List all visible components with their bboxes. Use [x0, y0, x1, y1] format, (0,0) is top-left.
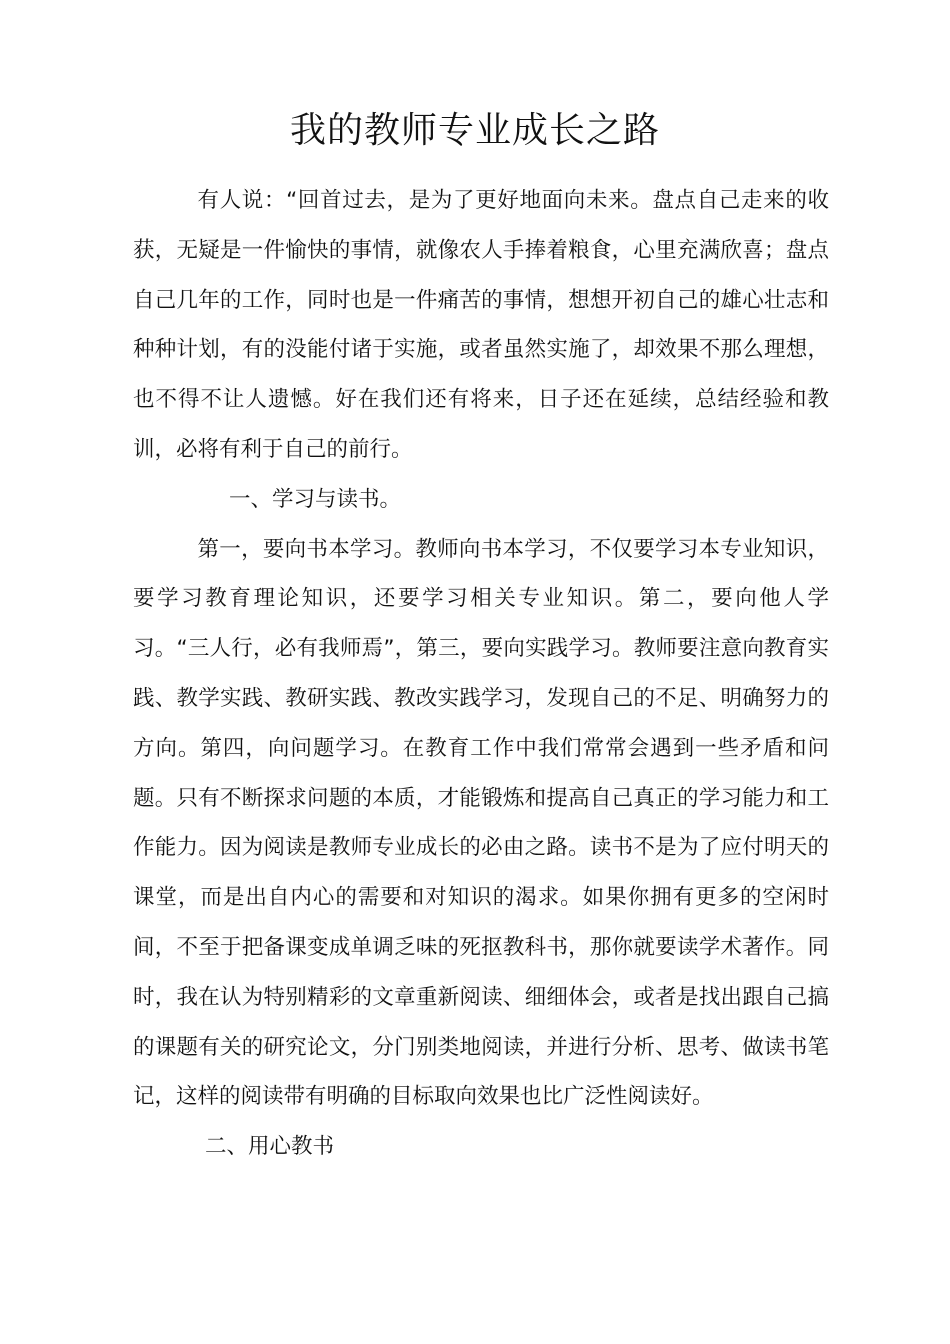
intro-paragraph: 有人说：“回首过去，是为了更好地面向未来。盘点自己走来的收获，无疑是一件愉快的事情，就像农人手捧着粮食，心里充满欣喜；盘点自己几年的工作，同时也是一件痛苦的事情，想想开初自己的雄心壮志和种种计划，有的没能付诸于实施，或者虽然实施了，却效果不那么理想，也不得不让人遗憾。好在我们还有将来，日子还在延续，总结经验和教训，必将有利于自己的前行。 [133, 188, 829, 462]
document-title: 我的教师专业成长之路 [289, 110, 660, 151]
section-2-heading: 二、用心教书 [205, 1134, 335, 1160]
section-1-heading: 一、学习与读书。 [229, 486, 402, 512]
document-body [133, 176, 829, 1172]
section-1-paragraph: 第一，要向书本学习。教师向书本学习，不仅要学习本专业知识，要学习教育理论知识，还要学习相关专业知识。第二，要向他人学习。“三人行，必有我师焉”，第三，要向实践学习。教师要注意向教育实践、教学实践、教研实践、教改实践学习，发现自己的不足、明确努力的方向。第四，向问题学习。在教育工作中我们常常会遇到一些矛盾和问题。只有不断探求问题的本质，才能锻炼和提高自己真正的学习能力和工作能力。因为阅读是教师专业成长的必由之路。读书不是为了应付明天的课堂，而是出自内心的需要和对知识的渴求。如果你拥有更多的空闲时间，不至于把备课变成单调乏味的死抠教科书，那你就要读学术著作。同时，我在认为特别精彩的文章重新阅读、细细体会，或者是找出跟自己搞的课题有关的研究论文，分门别类地阅读，并进行分析、思考、做读书笔记，这样的阅读带有明确的目标取向效果也比广泛性阅读好。 [133, 536, 829, 1110]
